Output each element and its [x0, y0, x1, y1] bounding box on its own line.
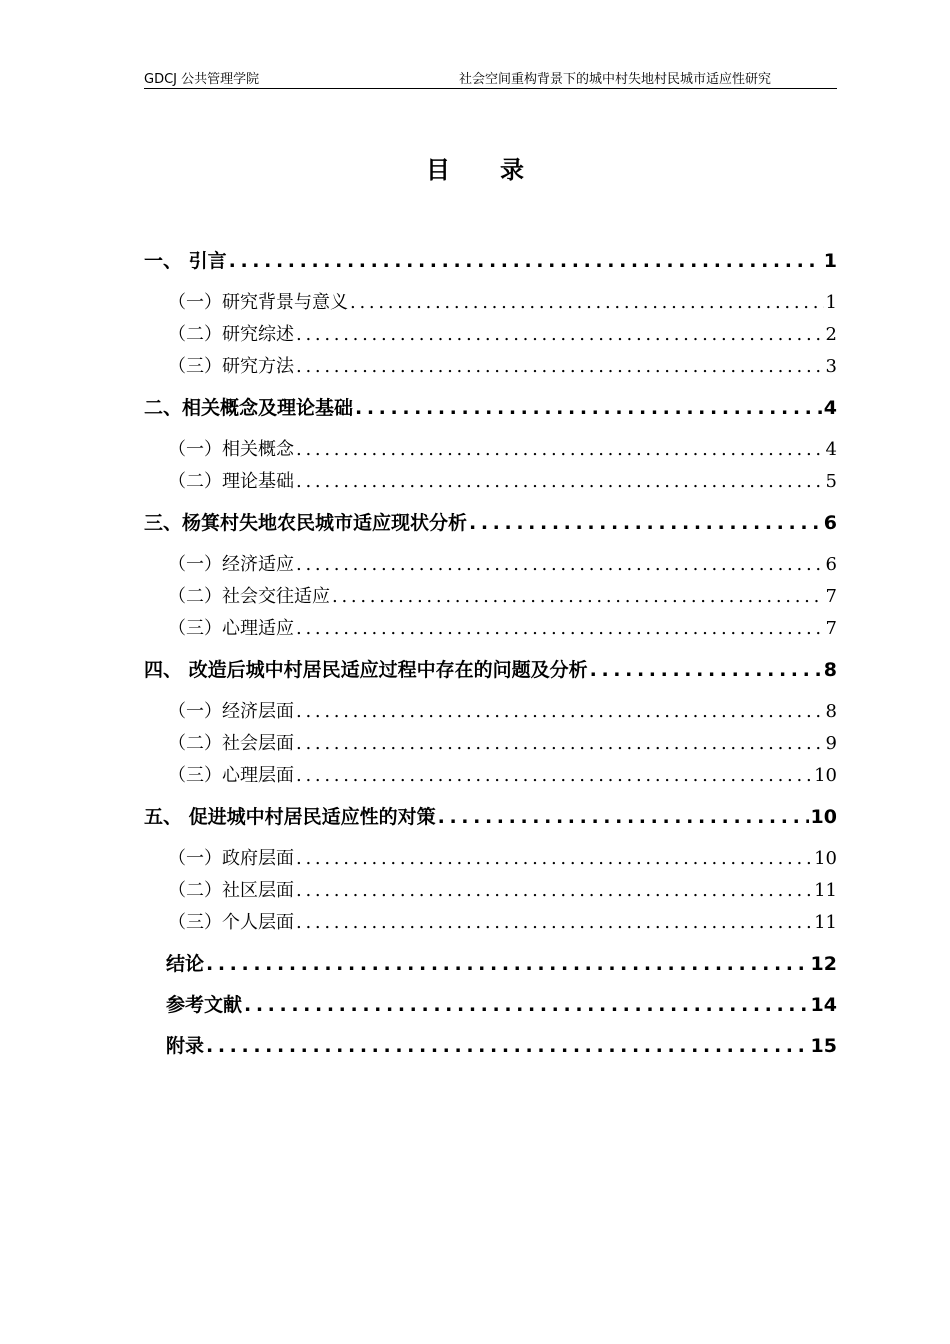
dot-leader — [206, 1035, 809, 1057]
toc-entry-psychological-level[interactable] — [144, 761, 837, 787]
title-char-1: 目 — [426, 156, 450, 184]
dot-leader — [350, 292, 824, 313]
page-title — [0, 150, 950, 185]
toc-entry-page: 11 — [814, 912, 837, 933]
toc-entry-label: （一）相关概念 — [168, 439, 294, 460]
toc-entry-theory[interactable] — [144, 467, 837, 493]
dot-leader — [296, 733, 824, 754]
toc-entry-references[interactable] — [144, 990, 837, 1017]
toc-entry-government-level[interactable] — [144, 844, 837, 870]
toc-entry-social-level[interactable] — [144, 729, 837, 755]
toc-entry-page: 1 — [825, 292, 837, 313]
page-header — [144, 66, 837, 89]
title-char-2: 录 — [500, 156, 524, 184]
dot-leader — [206, 953, 809, 975]
toc-entry-page: 4 — [825, 439, 837, 460]
toc-entry-page: 10 — [814, 848, 837, 869]
dot-leader — [438, 806, 809, 828]
toc-entry-page: 5 — [825, 471, 837, 492]
toc-entry-page: 8 — [825, 701, 837, 722]
toc-entry-page: 7 — [825, 586, 837, 607]
toc-entry-problems[interactable] — [144, 655, 837, 682]
toc-entry-label: （二）研究综述 — [168, 324, 294, 345]
toc-entry-page: 7 — [825, 618, 837, 639]
toc-entry-economic-adaptation[interactable] — [144, 550, 837, 576]
toc-entry-concepts-theory[interactable] — [144, 393, 837, 420]
toc-entry-individual-level[interactable] — [144, 908, 837, 934]
dot-leader — [296, 701, 824, 722]
toc-entry-review[interactable] — [144, 320, 837, 346]
dot-leader — [296, 618, 824, 639]
toc-entry-label: （二）社区层面 — [168, 880, 294, 901]
toc-entry-page: 10 — [814, 765, 837, 786]
toc-entry-label: 三、杨箕村失地农民城市适应现状分析 — [144, 512, 468, 534]
toc-entry-page: 14 — [810, 994, 837, 1016]
dot-leader — [296, 439, 824, 460]
dot-leader — [332, 586, 824, 607]
toc-entry-status-analysis[interactable] — [144, 508, 837, 535]
dot-leader — [355, 397, 822, 419]
toc-entry-label: （三）个人层面 — [168, 912, 294, 933]
toc-entry-label: 一、 引言 — [144, 250, 227, 272]
toc-entry-methods[interactable] — [144, 352, 837, 378]
toc-entry-page: 4 — [823, 397, 837, 419]
toc-entry-page: 8 — [823, 659, 837, 681]
toc-entry-label: （二）理论基础 — [168, 471, 294, 492]
toc-entry-page: 1 — [823, 250, 837, 272]
dot-leader — [296, 356, 824, 377]
toc-entry-label: 参考文献 — [166, 994, 243, 1016]
toc-entry-page: 9 — [825, 733, 837, 754]
toc-entry-label: 二、相关概念及理论基础 — [144, 397, 354, 419]
dot-leader — [229, 250, 822, 272]
toc-entry-conclusion[interactable] — [144, 949, 837, 976]
dot-leader — [296, 848, 812, 869]
toc-entry-page: 15 — [810, 1035, 837, 1057]
toc-entry-introduction[interactable] — [144, 246, 837, 273]
dot-leader — [590, 659, 822, 681]
toc-entry-label: （一）研究背景与意义 — [168, 292, 348, 313]
toc-entry-label: 五、 促进城中村居民适应性的对策 — [144, 806, 436, 828]
dot-leader — [296, 471, 824, 492]
toc-entry-page: 12 — [810, 953, 837, 975]
dot-leader — [296, 880, 812, 901]
toc-entry-label: （三）心理层面 — [168, 765, 294, 786]
toc-entry-page: 6 — [825, 554, 837, 575]
toc-entry-psychological-adaptation[interactable] — [144, 614, 837, 640]
toc-entry-page: 2 — [825, 324, 837, 345]
dot-leader — [296, 324, 824, 345]
toc-entry-label: （三）心理适应 — [168, 618, 294, 639]
toc-entry-concepts[interactable] — [144, 435, 837, 461]
toc-entry-appendix[interactable] — [144, 1031, 837, 1058]
dot-leader — [296, 765, 812, 786]
toc-entry-label: （三）研究方法 — [168, 356, 294, 377]
header-left-text: GDCJ 公共管理学院 — [144, 72, 260, 87]
toc-entry-background[interactable] — [144, 288, 837, 314]
dot-leader — [469, 512, 822, 534]
toc-entry-label: （二）社会交往适应 — [168, 586, 330, 607]
toc-entry-label: （一）经济层面 — [168, 701, 294, 722]
toc-entry-page: 3 — [825, 356, 837, 377]
toc-entry-page: 10 — [810, 806, 837, 828]
toc-entry-label: （一）政府层面 — [168, 848, 294, 869]
toc-entry-page: 6 — [823, 512, 837, 534]
toc-entry-social-adaptation[interactable] — [144, 582, 837, 608]
toc-entry-label: （二）社会层面 — [168, 733, 294, 754]
toc-entry-economic-level[interactable] — [144, 697, 837, 723]
toc-entry-label: 附录 — [166, 1035, 205, 1057]
toc-entry-page: 11 — [814, 880, 837, 901]
toc-entry-label: （一）经济适应 — [168, 554, 294, 575]
dot-leader — [296, 912, 812, 933]
toc-entry-label: 四、 改造后城中村居民适应过程中存在的问题及分析 — [144, 659, 588, 681]
dot-leader — [244, 994, 809, 1016]
toc-entry-label: 结论 — [166, 953, 205, 975]
dot-leader — [296, 554, 824, 575]
header-right-text: 社会空间重构背景下的城中村失地村民城市适应性研究 — [458, 72, 771, 87]
toc-entry-countermeasures[interactable] — [144, 802, 837, 829]
toc-entry-community-level[interactable] — [144, 876, 837, 902]
